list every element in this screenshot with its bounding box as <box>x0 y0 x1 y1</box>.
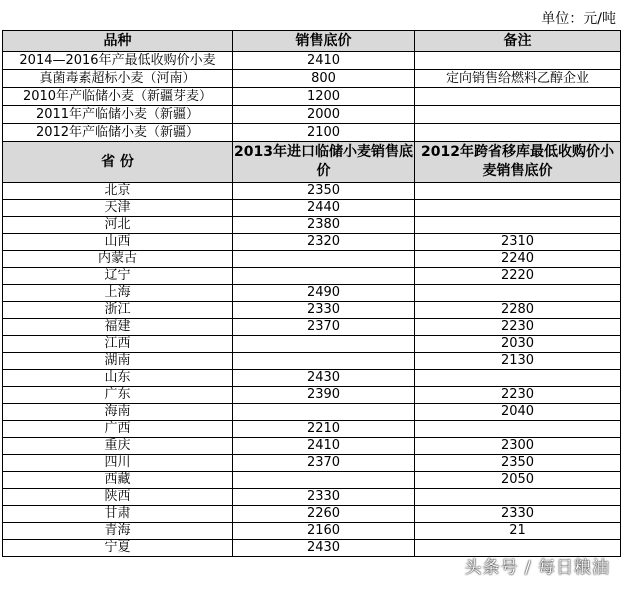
price-2012-cell: 2230 <box>415 387 621 404</box>
province-cell: 陕西 <box>3 489 233 506</box>
price-2012-cell: 2310 <box>415 234 621 251</box>
table-row <box>3 285 621 302</box>
variety-cell: 2012年产临储小麦（新疆） <box>3 124 233 142</box>
price-2013-cell: 2430 <box>233 540 415 557</box>
table-row <box>3 124 621 142</box>
price-2012-cell: 2030 <box>415 336 621 353</box>
price-2012-cell: 2300 <box>415 438 621 455</box>
price-2013-cell: 2330 <box>233 302 415 319</box>
price-2012-cell <box>415 217 621 234</box>
table-row <box>3 438 621 455</box>
province-cell: 甘肃 <box>3 506 233 523</box>
price-2012-cell <box>415 183 621 200</box>
province-cell: 西藏 <box>3 472 233 489</box>
price-2013-cell <box>233 353 415 370</box>
header-note: 备注 <box>415 31 621 52</box>
table-row <box>3 70 621 88</box>
price-2012-cell: 2230 <box>415 319 621 336</box>
price-2012-cell: 2220 <box>415 268 621 285</box>
header-2012-price: 2012年跨省移库最低收购价小麦销售底价 <box>415 142 621 183</box>
province-cell: 广西 <box>3 421 233 438</box>
price-2013-cell: 2410 <box>233 438 415 455</box>
variety-cell: 真菌毒素超标小麦（河南） <box>3 70 233 88</box>
table-row <box>3 472 621 489</box>
price-2013-cell: 2440 <box>233 200 415 217</box>
header-variety: 品种 <box>3 31 233 52</box>
province-cell: 上海 <box>3 285 233 302</box>
price-2012-cell: 2280 <box>415 302 621 319</box>
price-2013-cell <box>233 251 415 268</box>
table-row <box>3 387 621 404</box>
price-2013-cell <box>233 404 415 421</box>
province-cell: 湖南 <box>3 353 233 370</box>
province-cell: 河北 <box>3 217 233 234</box>
header-province: 省 份 <box>3 142 233 183</box>
province-cell: 内蒙古 <box>3 251 233 268</box>
table-row <box>3 234 621 251</box>
table-row <box>3 353 621 370</box>
price-2012-cell: 2050 <box>415 472 621 489</box>
table-row <box>3 52 621 70</box>
price-2012-cell: 2040 <box>415 404 621 421</box>
price-2012-cell: 2330 <box>415 506 621 523</box>
table-row <box>3 183 621 200</box>
price-cell: 2410 <box>233 52 415 70</box>
price-cell: 2000 <box>233 106 415 124</box>
price-2013-cell: 2160 <box>233 523 415 540</box>
price-2012-cell: 2350 <box>415 455 621 472</box>
province-cell: 广东 <box>3 387 233 404</box>
variety-cell: 2014—2016年产最低收购价小麦 <box>3 52 233 70</box>
price-2013-cell: 2380 <box>233 217 415 234</box>
table-row <box>3 251 621 268</box>
variety-cell: 2010年产临储小麦（新疆芽麦） <box>3 88 233 106</box>
province-cell: 天津 <box>3 200 233 217</box>
note-cell <box>415 52 621 70</box>
price-2012-cell: 2240 <box>415 251 621 268</box>
note-cell: 定向销售给燃料乙醇企业 <box>415 70 621 88</box>
price-2012-cell <box>415 421 621 438</box>
price-2013-cell <box>233 472 415 489</box>
province-header-row <box>3 142 621 183</box>
note-cell <box>415 106 621 124</box>
note-cell <box>415 88 621 106</box>
price-cell: 1200 <box>233 88 415 106</box>
province-cell: 山东 <box>3 370 233 387</box>
header-2013-price: 2013年进口临储小麦销售底价 <box>233 142 415 183</box>
price-cell: 2100 <box>233 124 415 142</box>
table-row <box>3 88 621 106</box>
price-2013-cell: 2330 <box>233 489 415 506</box>
price-2013-cell <box>233 336 415 353</box>
price-2013-cell: 2490 <box>233 285 415 302</box>
province-cell: 四川 <box>3 455 233 472</box>
province-cell: 青海 <box>3 523 233 540</box>
province-cell: 江西 <box>3 336 233 353</box>
province-cell: 福建 <box>3 319 233 336</box>
price-2013-cell: 2350 <box>233 183 415 200</box>
price-2013-cell: 2320 <box>233 234 415 251</box>
price-table <box>2 30 621 557</box>
province-cell: 山西 <box>3 234 233 251</box>
province-cell: 海南 <box>3 404 233 421</box>
header-price: 销售底价 <box>233 31 415 52</box>
table-row <box>3 200 621 217</box>
price-2012-cell <box>415 489 621 506</box>
province-body <box>3 183 621 557</box>
note-cell <box>415 124 621 142</box>
province-cell: 重庆 <box>3 438 233 455</box>
table-row <box>3 489 621 506</box>
price-2012-cell: 2130 <box>415 353 621 370</box>
price-2012-cell <box>415 370 621 387</box>
price-cell: 800 <box>233 70 415 88</box>
table-row <box>3 523 621 540</box>
price-2013-cell: 2370 <box>233 455 415 472</box>
province-cell: 浙江 <box>3 302 233 319</box>
table-row <box>3 319 621 336</box>
table-row <box>3 370 621 387</box>
province-cell: 辽宁 <box>3 268 233 285</box>
price-2013-cell: 2210 <box>233 421 415 438</box>
province-cell: 北京 <box>3 183 233 200</box>
watermark: 头条号 / 每日粮油 <box>464 558 610 578</box>
table-row <box>3 455 621 472</box>
price-2013-cell: 2430 <box>233 370 415 387</box>
price-2013-cell <box>233 268 415 285</box>
price-2012-cell <box>415 200 621 217</box>
price-2012-cell <box>415 285 621 302</box>
table-row <box>3 302 621 319</box>
variety-cell: 2011年产临储小麦（新疆） <box>3 106 233 124</box>
table-row <box>3 336 621 353</box>
province-cell: 宁夏 <box>3 540 233 557</box>
price-2012-cell: 21 <box>415 523 621 540</box>
table-row <box>3 268 621 285</box>
table-row <box>3 506 621 523</box>
table-row <box>3 217 621 234</box>
header-row <box>3 31 621 52</box>
unit-label: 单位：元/吨 <box>541 11 616 27</box>
table-row <box>3 106 621 124</box>
price-2013-cell: 2260 <box>233 506 415 523</box>
price-2013-cell: 2390 <box>233 387 415 404</box>
table-row <box>3 421 621 438</box>
price-2013-cell: 2370 <box>233 319 415 336</box>
table-row <box>3 404 621 421</box>
